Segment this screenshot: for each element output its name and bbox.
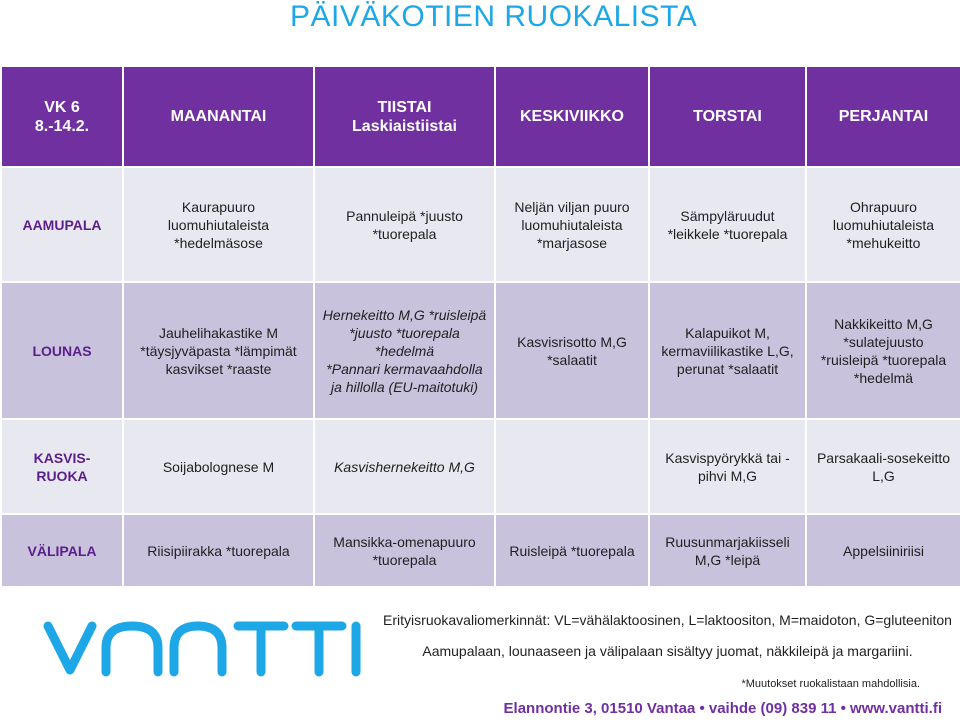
menu-table (0, 65, 960, 580)
week-label: VK 6 8.-14.2. (1, 66, 123, 167)
menu-cell: Kasvishernekeitto M,G (314, 419, 495, 514)
included-note: Aamupalaan, lounaaseen ja välipalaan sisältyy juomat, näkkileipä ja margariini. (422, 643, 913, 659)
diet-legend: Erityisruokavaliomerkinnät: VL=vähälaktoosinen, L=laktoositon, M=maidoton, G=gluteeniton (383, 612, 952, 628)
menu-cell: Ruusunmarjakiisseli M,G *leipä (649, 514, 806, 587)
contact-address: Elannontie 3, 01510 Vantaa • vaihde (09) 839 11 • www.vantti.fi (503, 700, 942, 717)
day-header-thursday: TORSTAI (649, 66, 806, 167)
menu-cell: Sämpyläruudut *leikkele *tuorepala (649, 167, 806, 282)
menu-cell: Kaurapuuro luomuhiutaleista *hedelmäsose (123, 167, 314, 282)
row-label-kasvisruoka: KASVIS- RUOKA (1, 419, 123, 514)
menu-cell: Hernekeitto M,G *ruisleipä *juusto *tuorepala *hedelmä *Pannari kermavaahdolla ja hillolla (EU-maitotuki) (314, 282, 495, 419)
row-aamupala (1, 167, 960, 282)
page-title: PÄIVÄKOTIEN RUOKALISTA (290, 0, 698, 33)
menu-cell: Neljän viljan puuro luomuhiutaleista *marjasose (495, 167, 649, 282)
menu-cell: Nakkikeitto M,G *sulatejuusto *ruisleipä *tuorepala *hedelmä (806, 282, 960, 419)
menu-cell: Riisipiirakka *tuorepala (123, 514, 314, 587)
menu-cell: Parsakaali-sosekeitto L,G (806, 419, 960, 514)
menu-cell: Kalapuikot M, kermaviilikastike L,G, perunat *salaatit (649, 282, 806, 419)
row-label-aamupala: AAMUPALA (1, 167, 123, 282)
row-lounas (1, 282, 960, 419)
menu-cell: Soijabolognese M (123, 419, 314, 514)
row-kasvisruoka (1, 419, 960, 514)
menu-cell (495, 419, 649, 514)
day-header-wednesday: KESKIVIIKKO (495, 66, 649, 167)
row-valipala (1, 514, 960, 587)
menu-cell: Jauhelihakastike M *täysjyväpasta *lämpimät kasvikset *raaste (123, 282, 314, 419)
menu-cell: Ohrapuuro luomuhiutaleista *mehukeitto (806, 167, 960, 282)
row-label-valipala: VÄLIPALA (1, 514, 123, 587)
day-header-monday: MAANANTAI (123, 66, 314, 167)
row-label-lounas: LOUNAS (1, 282, 123, 419)
day-header-tuesday: TIISTAI Laskiaistiistai (314, 66, 495, 167)
menu-cell: Ruisleipä *tuorepala (495, 514, 649, 587)
day-header-friday: PERJANTAI (806, 66, 960, 167)
vantti-logo (40, 612, 365, 682)
menu-cell: Kasvisrisotto M,G *salaatit (495, 282, 649, 419)
menu-cell: Kasvispyörykkä tai - pihvi M,G (649, 419, 806, 514)
menu-cell: Appelsiiniriisi (806, 514, 960, 587)
menu-cell: Pannuleipä *juusto *tuorepala (314, 167, 495, 282)
menu-cell: Mansikka-omenapuuro *tuorepala (314, 514, 495, 587)
changes-note: *Muutokset ruokalistaan mahdollisia. (741, 678, 920, 690)
